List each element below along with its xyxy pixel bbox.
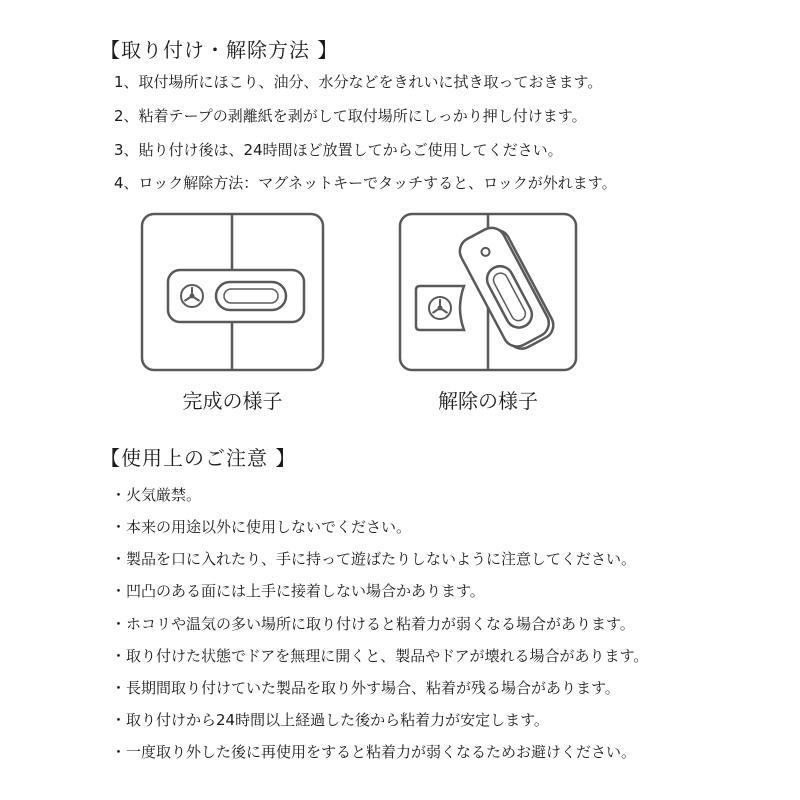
unlocked-state-caption: 解除の様子 bbox=[438, 389, 538, 413]
method-step-4: 4、ロック解除方法：マグネットキーでタッチすると、ロックが外れます。 bbox=[114, 174, 617, 192]
caution-note-4: ・凹凸のある面には上手に接着しない場合かあります。 bbox=[111, 582, 485, 600]
screw-icon bbox=[181, 285, 203, 307]
method-step-1: 1、取付場所にほこり、油分、水分などをきれいに拭き取っておきます。 bbox=[114, 73, 603, 91]
method-step-2: 2、粘着テープの剥離紙を剥がして取付場所にしっかり押し付けます。 bbox=[114, 107, 587, 125]
caution-note-8: ・取り付けから24時間以上経過した後から粘着力が安定します。 bbox=[111, 711, 549, 729]
unlocked-state-illustration bbox=[398, 212, 578, 372]
caution-note-7: ・長期間取り付けていた製品を取り外す場合、粘着が残る場合があります。 bbox=[111, 679, 620, 697]
caution-note-5: ・ホコリや温気の多い場所に取り付けると粘着力が弱くなる場合があります。 bbox=[111, 615, 635, 633]
caution-note-3: ・製品を口に入れたり、手に持って遊ばたりしないように注意してください。 bbox=[111, 550, 637, 568]
screw-icon bbox=[429, 297, 451, 319]
method-step-3: 3、貼り付け後は、24時間ほど放置してからご使用してください。 bbox=[114, 141, 563, 159]
caution-note-2: ・本来の用途以外に使用しないでください。 bbox=[111, 518, 412, 536]
caution-note-1: ・火気厳禁。 bbox=[111, 486, 202, 504]
method-section-title: 【取り付け・解除方法 】 bbox=[100, 38, 339, 62]
caution-section-title: 【使用上のご注意 】 bbox=[100, 446, 297, 470]
caution-note-9: ・一度取り外した後に再使用をすると粘着力が弱くなるためお避けください。 bbox=[111, 743, 637, 761]
locked-state-caption: 完成の様子 bbox=[182, 389, 283, 413]
caution-note-6: ・取り付けた状態でドアを無理に開くと、製品やドアが壊れる場合があります。 bbox=[111, 647, 649, 665]
locked-state-illustration bbox=[140, 212, 325, 372]
